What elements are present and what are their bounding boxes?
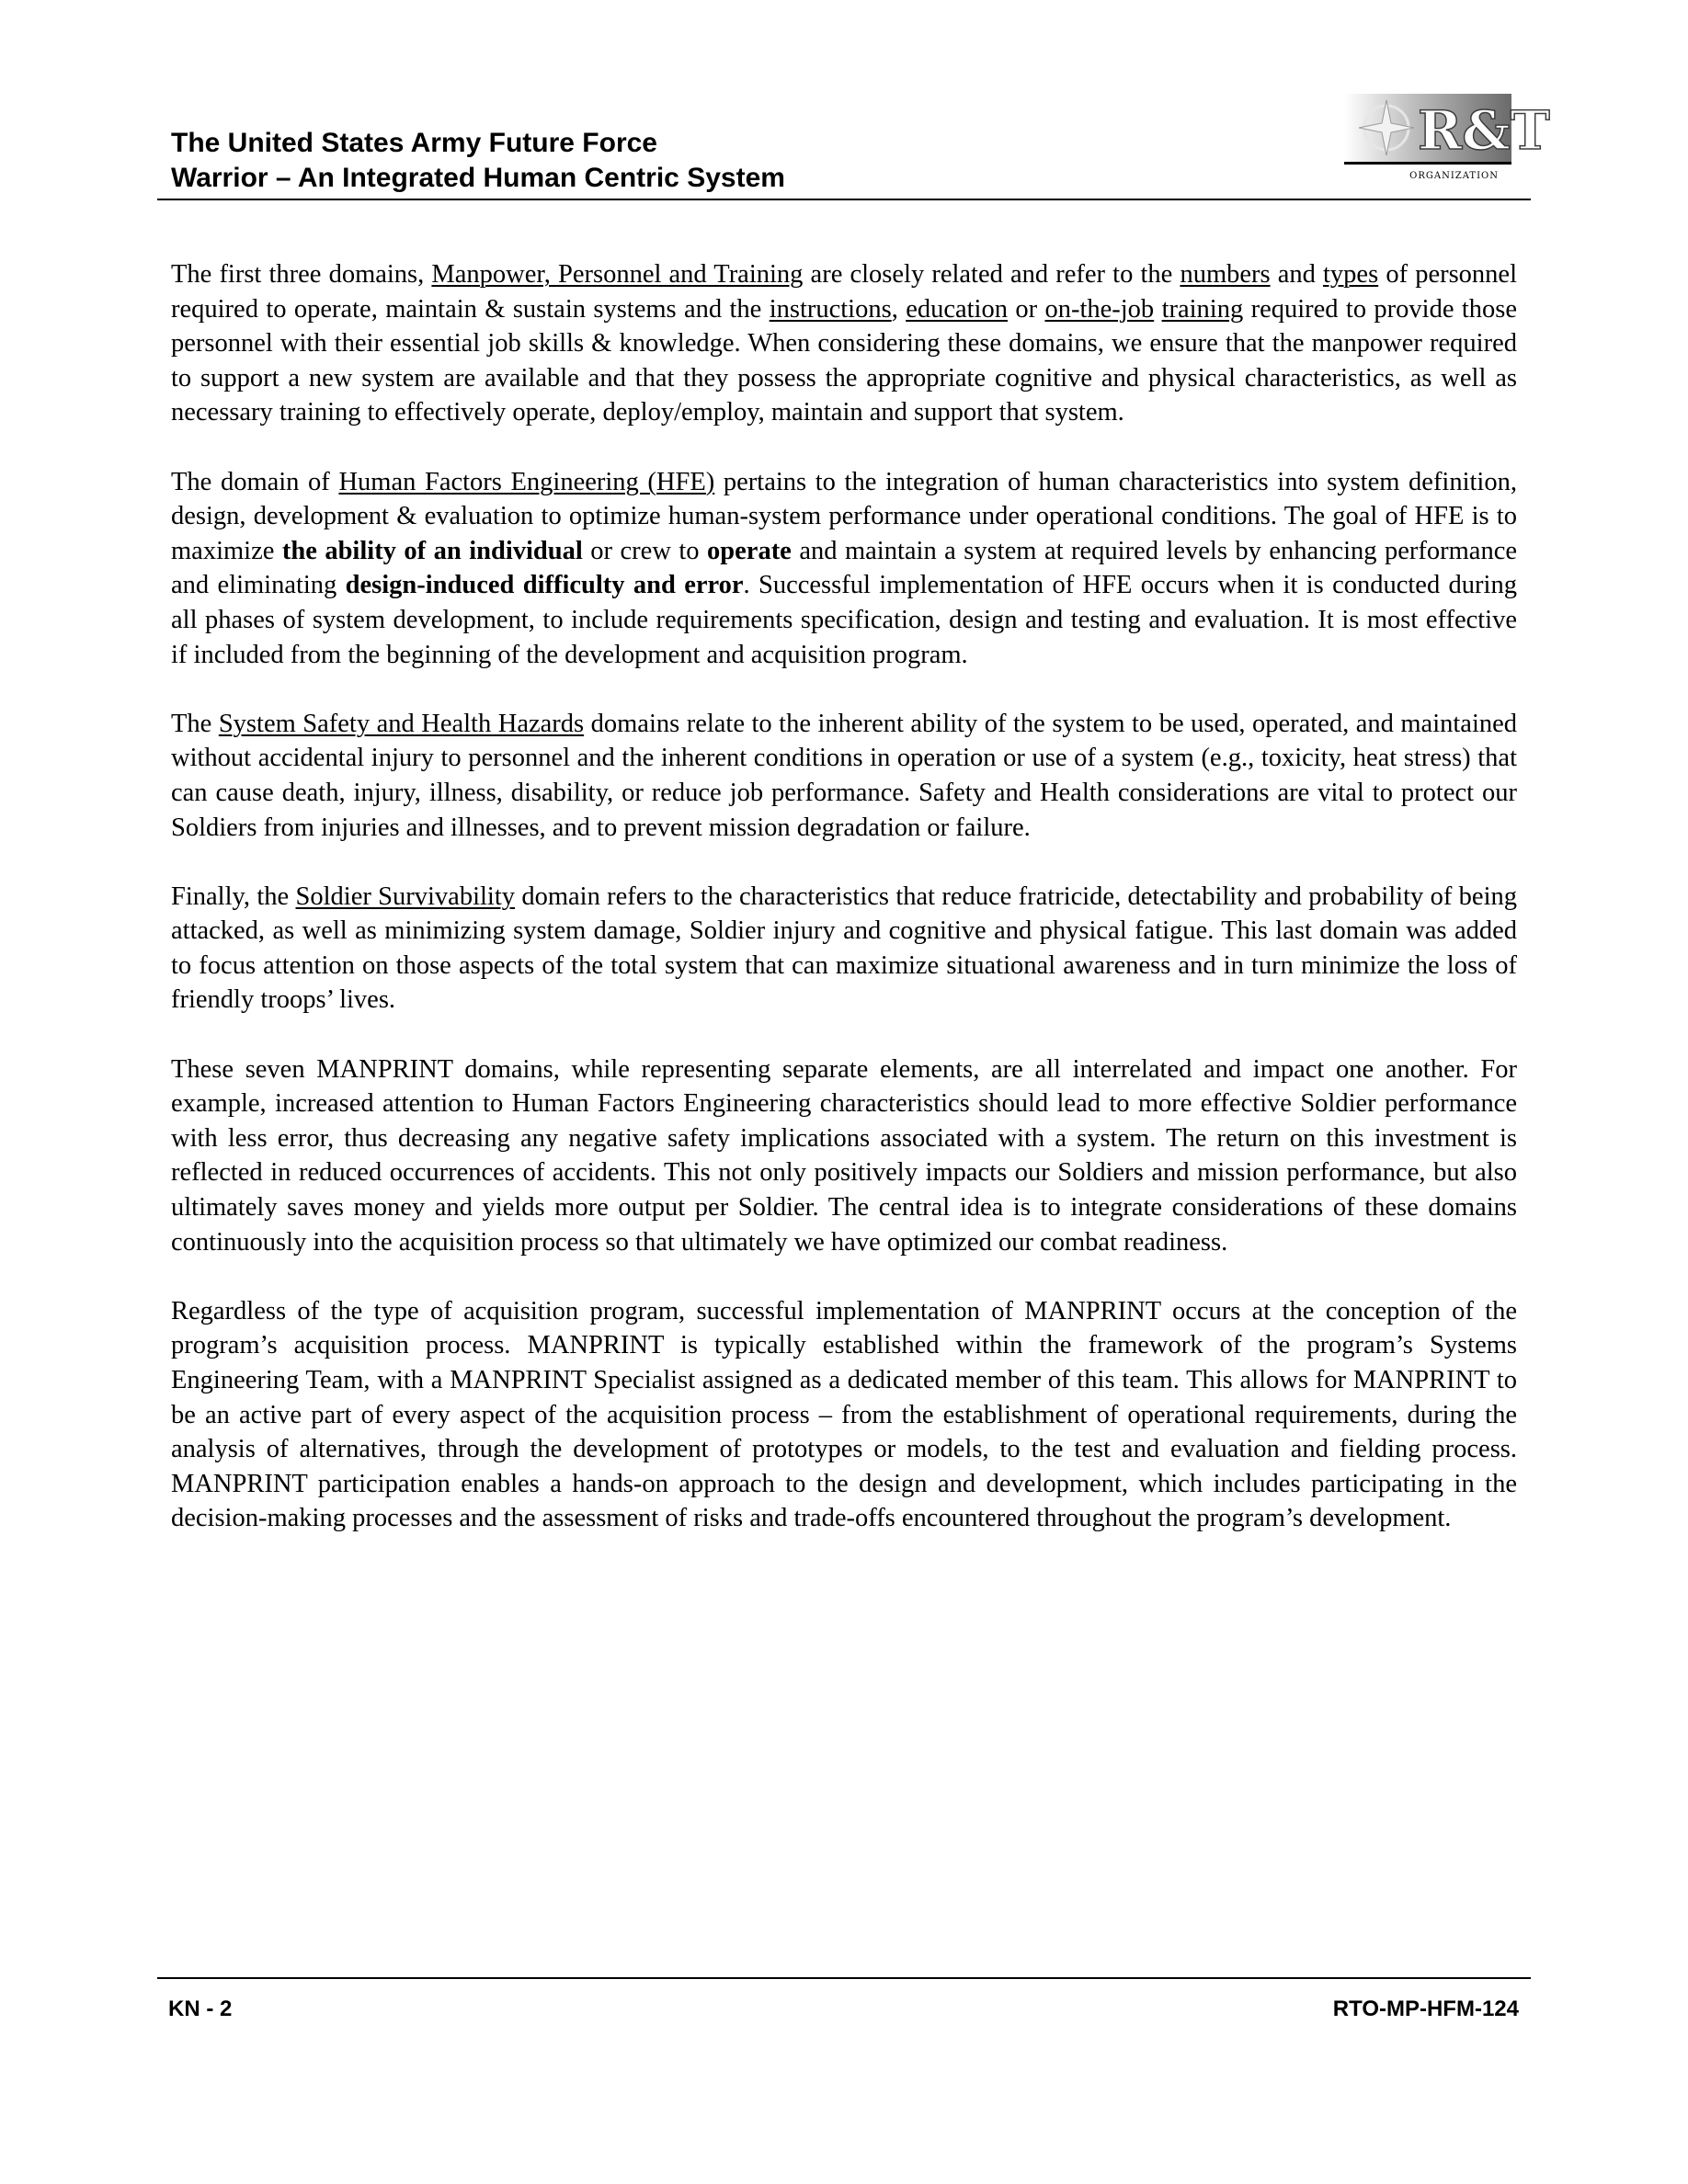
text: . Successful implementation of HFE occurs when it is conducted during all phases of system development, to include requirements specification, design and testing and evaluation. It is most effective if included from the beginning of the development and acquisition program.: [171, 571, 1517, 669]
underlined-term-system-safety-health: System Safety and Health Hazards: [218, 709, 585, 738]
paragraph-manprint-implementation: [171, 1294, 1517, 1536]
text: are closely related and refer to the: [803, 260, 1180, 289]
text: domains relate to the inherent ability of the system to be used, operated, and maintained without accidental injury to personnel and the inherent conditions in operation or use of a system (e.g., toxicity, heat stress) that can cause death, injury, illness, disability, or reduce job performance. Safety and Health considerations are vital to protect our Soldiers from injuries and illnesses, and to prevent mission degradation or failure.: [171, 709, 1518, 842]
text: The domain of: [171, 467, 339, 496]
underlined-term-on-the-job: on-the-job: [1044, 294, 1155, 324]
header-title-line-2: Warrior – An Integrated Human Centric System: [171, 163, 785, 193]
logo-subtext: ORGANIZATION: [1409, 171, 1499, 181]
paragraph-safety-health-domains: [171, 707, 1517, 845]
paragraph-mpt-domains: [171, 257, 1517, 430]
rto-logo: [1344, 88, 1550, 184]
footer-divider: [157, 1977, 1531, 1979]
footer-page-number: KN - 2: [168, 1996, 233, 2021]
text: domain refers to the characteristics that reduce fratricide, detectability and probability of being attacked, as well as minimizing system damage, Soldier injury and cognitive and physical fatigue. This last domain was added to focus attention on those aspects of the total system that can maximize situational awareness and in turn minimize the loss of friendly troops’ lives.: [171, 882, 1517, 1015]
underlined-term-training: training: [1161, 294, 1244, 324]
logo-wordmark: R&T: [1418, 99, 1550, 162]
text: Regardless of the type of acquisition program, successful implementation of MANPRINT occurs at the conception of the program’s acquisition process. MANPRINT is typically established within the framework of the program’s Systems Engineering Team, with a MANPRINT Specialist assigned as a dedicated member of this team. This allows for MANPRINT to be an active part of every aspect of the acquisition process – from the establishment of operational requirements, during the analysis of alternatives, through the development of prototypes or models, to the test and evaluation and fielding process. MANPRINT participation enables a hands-on approach to the design and development, which includes participating in the decision-making processes and the assessment of risks and trade-offs encountered throughout the program’s development.: [171, 1296, 1517, 1533]
header-title-line-1: The United States Army Future Force: [171, 128, 657, 158]
text: Finally, the: [171, 882, 296, 911]
paragraph-interrelated-domains: [171, 1052, 1517, 1260]
underlined-term-education: education: [906, 294, 1008, 324]
text: required to provide those personnel with their essential job skills & knowledge. When considering these domains, we ensure that the manpower required to support a new system are available and that they possess the appropriate cognitive and physical characteristics, as well as necessary training to effectively operate, deploy/employ, maintain and support that system.: [171, 294, 1518, 427]
document-body: [171, 257, 1517, 1571]
text: pertains to the integration of human characteristics into system definition, design, development & evaluation to optimize human-system performance under operational conditions. The goal of HFE is to maximize: [171, 467, 1517, 565]
underlined-term-numbers: numbers: [1180, 260, 1271, 289]
text: The: [171, 709, 219, 738]
header-divider: [157, 199, 1531, 200]
text: or: [1007, 294, 1045, 324]
footer-document-id: RTO-MP-HFM-124: [1332, 1996, 1519, 2021]
bold-phrase: the ability of an individual: [281, 536, 583, 565]
bold-phrase: design-induced difficulty and error: [345, 571, 744, 600]
underlined-term-hfe: Human Factors Engineering (HFE): [338, 467, 715, 496]
page-header-title: [171, 126, 1090, 196]
text: and: [1270, 260, 1324, 289]
paragraph-survivability-domain: [171, 880, 1517, 1018]
text: and maintain a system at required levels by enhancing performance and eliminating: [171, 536, 1517, 600]
text: ,: [891, 294, 907, 324]
text: or crew to: [582, 536, 708, 565]
bold-phrase: operate: [707, 536, 792, 565]
paragraph-hfe-domain: [171, 465, 1517, 673]
underlined-term-types: types: [1323, 260, 1379, 289]
text: of personnel required to operate, maintain & sustain systems and the: [171, 260, 1517, 324]
underlined-term-manpower-personnel-training: Manpower, Personnel and Training: [431, 260, 804, 289]
text: These seven MANPRINT domains, while representing separate elements, are all interrelated and impact one another. For example, increased attention to Human Factors Engineering characteristics should lead to more effective Soldier performance with less error, thus decreasing any negative safety implications associated with a system. The return on this investment is reflected in reduced occurrences of accidents. This not only positively impacts our Soldiers and mission performance, but also ultimately saves money and yields more output per Soldier. The central idea is to integrate considerations of these domains continuously into the acquisition process so that ultimately we have optimized our combat readiness.: [171, 1054, 1517, 1257]
text: [1154, 295, 1161, 324]
text: The first three domains,: [171, 260, 432, 289]
underlined-term-instructions: instructions: [769, 294, 892, 324]
underlined-term-soldier-survivability: Soldier Survivability: [295, 882, 516, 911]
